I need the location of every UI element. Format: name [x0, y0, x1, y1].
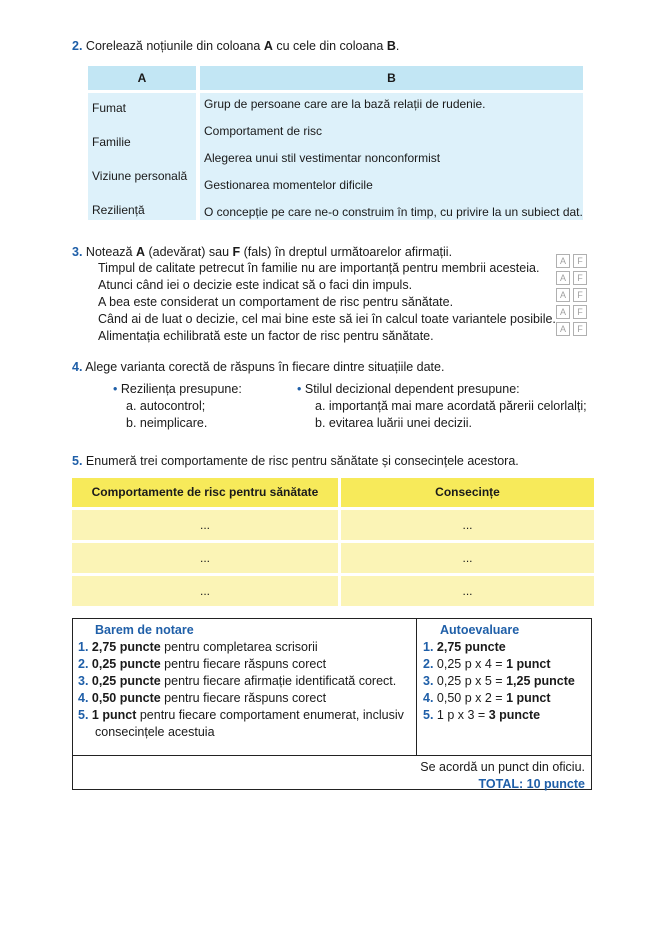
- grading-title: Barem de notare: [95, 623, 194, 637]
- exercise-number: 4.: [72, 360, 83, 374]
- office-point-note: Se acordă un punct din oficiu.: [420, 760, 585, 774]
- exercise-2-prompt: [72, 38, 592, 54]
- true-box[interactable]: A: [556, 271, 570, 285]
- calc: 1 p x 3 =: [436, 708, 489, 722]
- column-a-item: Reziliență: [92, 203, 145, 217]
- grading-item: [78, 673, 413, 690]
- column-a-header: A: [88, 66, 196, 90]
- column-a-item: Viziune personală: [92, 169, 188, 183]
- item-text-continuation: consecințele acestuia: [95, 725, 215, 739]
- points: 3 puncte: [488, 708, 541, 722]
- bullet-icon: •: [297, 382, 302, 396]
- exercise-number: 3.: [72, 245, 83, 259]
- points: 1 punct: [91, 708, 137, 722]
- answer-boxes: [556, 322, 587, 336]
- calc: 0,25 p x 5 =: [436, 674, 507, 688]
- prompt-text: Alege varianta corectă de răspuns în fiecare dintre situațiile date.: [82, 360, 445, 374]
- prompt-text: Enumeră trei comportamente de risc pentru sănătate și consecințele acestora.: [82, 454, 519, 468]
- grading-footer: [420, 759, 585, 793]
- grading-item: [78, 656, 413, 673]
- statement: Când ai de luat o decizie, cel mai bine este să iei în calcul toate variantele posibile.: [98, 312, 556, 326]
- table-row: [72, 543, 594, 573]
- prompt-text: .: [395, 39, 400, 53]
- exercise-number: 5.: [72, 454, 83, 468]
- table-row: [72, 576, 594, 606]
- exercise-5-prompt: [72, 453, 519, 469]
- item-number: 3.: [423, 674, 434, 688]
- column-b: [200, 93, 583, 220]
- table-row: [72, 510, 594, 540]
- column-b-item: Gestionarea momentelor dificile: [204, 178, 373, 192]
- column-b-item: O concepție pe care ne-o construim în timp, cu privire la un subiect dat.: [204, 205, 583, 219]
- column-b-item: Grup de persoane care are la bază relații de rudenie.: [204, 97, 486, 111]
- option-a[interactable]: a. autocontrol;: [126, 399, 206, 413]
- true-box[interactable]: A: [556, 254, 570, 268]
- column-a-ref: A: [263, 39, 273, 53]
- risk-column-header: Comportamente de risc pentru sănătate: [72, 478, 338, 507]
- prompt-text: Notează: [82, 245, 136, 259]
- grading-item: [78, 639, 413, 656]
- risk-table-header: [72, 478, 594, 507]
- points: 0,50 puncte: [91, 691, 161, 705]
- item-number: 1.: [423, 640, 434, 654]
- assessment-item: [423, 673, 588, 690]
- option-group-left: [113, 381, 242, 432]
- matching-table: [88, 66, 583, 220]
- self-assessment: [423, 622, 588, 724]
- consequence-cell[interactable]: ...: [341, 510, 594, 540]
- true-box[interactable]: A: [556, 305, 570, 319]
- item-number: 5.: [78, 708, 89, 722]
- self-assessment-title: Autoevaluare: [440, 623, 520, 637]
- false-box[interactable]: F: [573, 305, 587, 319]
- bullet-icon: •: [113, 382, 118, 396]
- prompt-text: cu cele din coloana: [272, 39, 387, 53]
- true-box[interactable]: A: [556, 322, 570, 336]
- grading-scale: [78, 622, 413, 741]
- points: 0,25 puncte: [91, 657, 161, 671]
- statement: A bea este considerat un comportament de risc pentru sănătate.: [98, 295, 454, 309]
- answer-boxes: [556, 305, 587, 319]
- calc: 0,50 p x 2 =: [436, 691, 507, 705]
- false-box[interactable]: F: [573, 288, 587, 302]
- item-text: pentru fiecare comportament enumerat, inclusiv: [136, 708, 404, 722]
- column-b-item: Comportament de risc: [204, 124, 323, 138]
- total-points: TOTAL: 10 puncte: [478, 777, 585, 791]
- item-number: 5.: [423, 708, 434, 722]
- item-number: 2.: [78, 657, 89, 671]
- option-a[interactable]: a. importanță mai mare acordată părerii celorlalți;: [315, 399, 587, 413]
- exercise-number: 2.: [72, 39, 83, 53]
- item-number: 1.: [78, 640, 89, 654]
- consequence-cell[interactable]: ...: [341, 543, 594, 573]
- item-text: pentru fiecare afirmație identificată corect.: [160, 674, 397, 688]
- option-group-right: [297, 381, 587, 432]
- assessment-item: [423, 656, 588, 673]
- prompt-text: (fals) în dreptul următoarelor afirmații.: [240, 245, 453, 259]
- false-box[interactable]: F: [573, 254, 587, 268]
- divider: [416, 619, 417, 755]
- column-b-header: B: [200, 66, 583, 90]
- statement: Atunci când iei o decizie este indicat să o faci din impuls.: [98, 278, 413, 292]
- consequence-column-header: Consecințe: [341, 478, 594, 507]
- item-text: pentru fiecare răspuns corect: [160, 691, 327, 705]
- assessment-item: [423, 707, 588, 724]
- points: 1,25 puncte: [506, 674, 575, 688]
- statement: Timpul de calitate petrecut în familie nu are importanță pentru membrii acesteia.: [98, 261, 540, 275]
- answer-boxes: [556, 288, 587, 302]
- points: 2,75 puncte: [91, 640, 161, 654]
- option-group-title: Stilul decizional dependent presupune:: [304, 382, 520, 396]
- grading-box: [72, 618, 592, 790]
- statement: Alimentația echilibrată este un factor de risc pentru sănătate.: [98, 329, 434, 343]
- assessment-item: [423, 690, 588, 707]
- risk-cell[interactable]: ...: [72, 510, 338, 540]
- option-b[interactable]: b. evitarea luării unei decizii.: [315, 416, 473, 430]
- grading-item: [78, 690, 413, 707]
- item-text: pentru fiecare răspuns corect: [160, 657, 327, 671]
- item-number: 4.: [423, 691, 434, 705]
- grading-item: [78, 707, 413, 724]
- option-b[interactable]: b. neimplicare.: [126, 416, 208, 430]
- prompt-text: (adevărat) sau: [144, 245, 233, 259]
- points: 1 punct: [506, 657, 551, 671]
- column-b-ref: B: [386, 39, 396, 53]
- option-group-title: Reziliența presupune:: [120, 382, 242, 396]
- false-box[interactable]: F: [573, 271, 587, 285]
- exercise-4-prompt: [72, 359, 444, 375]
- true-letter: A: [135, 245, 145, 259]
- risk-cell[interactable]: ...: [72, 576, 338, 606]
- column-a-item: Fumat: [92, 101, 127, 115]
- column-b-item: Alegerea unui stil vestimentar nonconformist: [204, 151, 441, 165]
- points: 0,25 puncte: [91, 674, 161, 688]
- item-number: 2.: [423, 657, 434, 671]
- prompt-text: Corelează noțiunile din coloana: [82, 39, 264, 53]
- assessment-item: [423, 639, 588, 656]
- false-box[interactable]: F: [573, 322, 587, 336]
- item-number: 3.: [78, 674, 89, 688]
- divider: [73, 755, 591, 756]
- true-box[interactable]: A: [556, 288, 570, 302]
- risk-table: [72, 478, 594, 606]
- matching-table-body: [88, 93, 583, 220]
- risk-cell[interactable]: ...: [72, 543, 338, 573]
- matching-table-header: [88, 66, 583, 90]
- calc: 0,25 p x 4 =: [436, 657, 507, 671]
- consequence-cell[interactable]: ...: [341, 576, 594, 606]
- item-text: pentru completarea scrisorii: [160, 640, 318, 654]
- column-a-item: Familie: [92, 135, 131, 149]
- points: 2,75 puncte: [436, 640, 506, 654]
- column-a: [88, 93, 196, 220]
- answer-boxes: [556, 254, 587, 268]
- false-letter: F: [232, 245, 241, 259]
- answer-boxes: [556, 271, 587, 285]
- exercise-3-prompt: [72, 244, 592, 260]
- item-number: 4.: [78, 691, 89, 705]
- points: 1 punct: [506, 691, 551, 705]
